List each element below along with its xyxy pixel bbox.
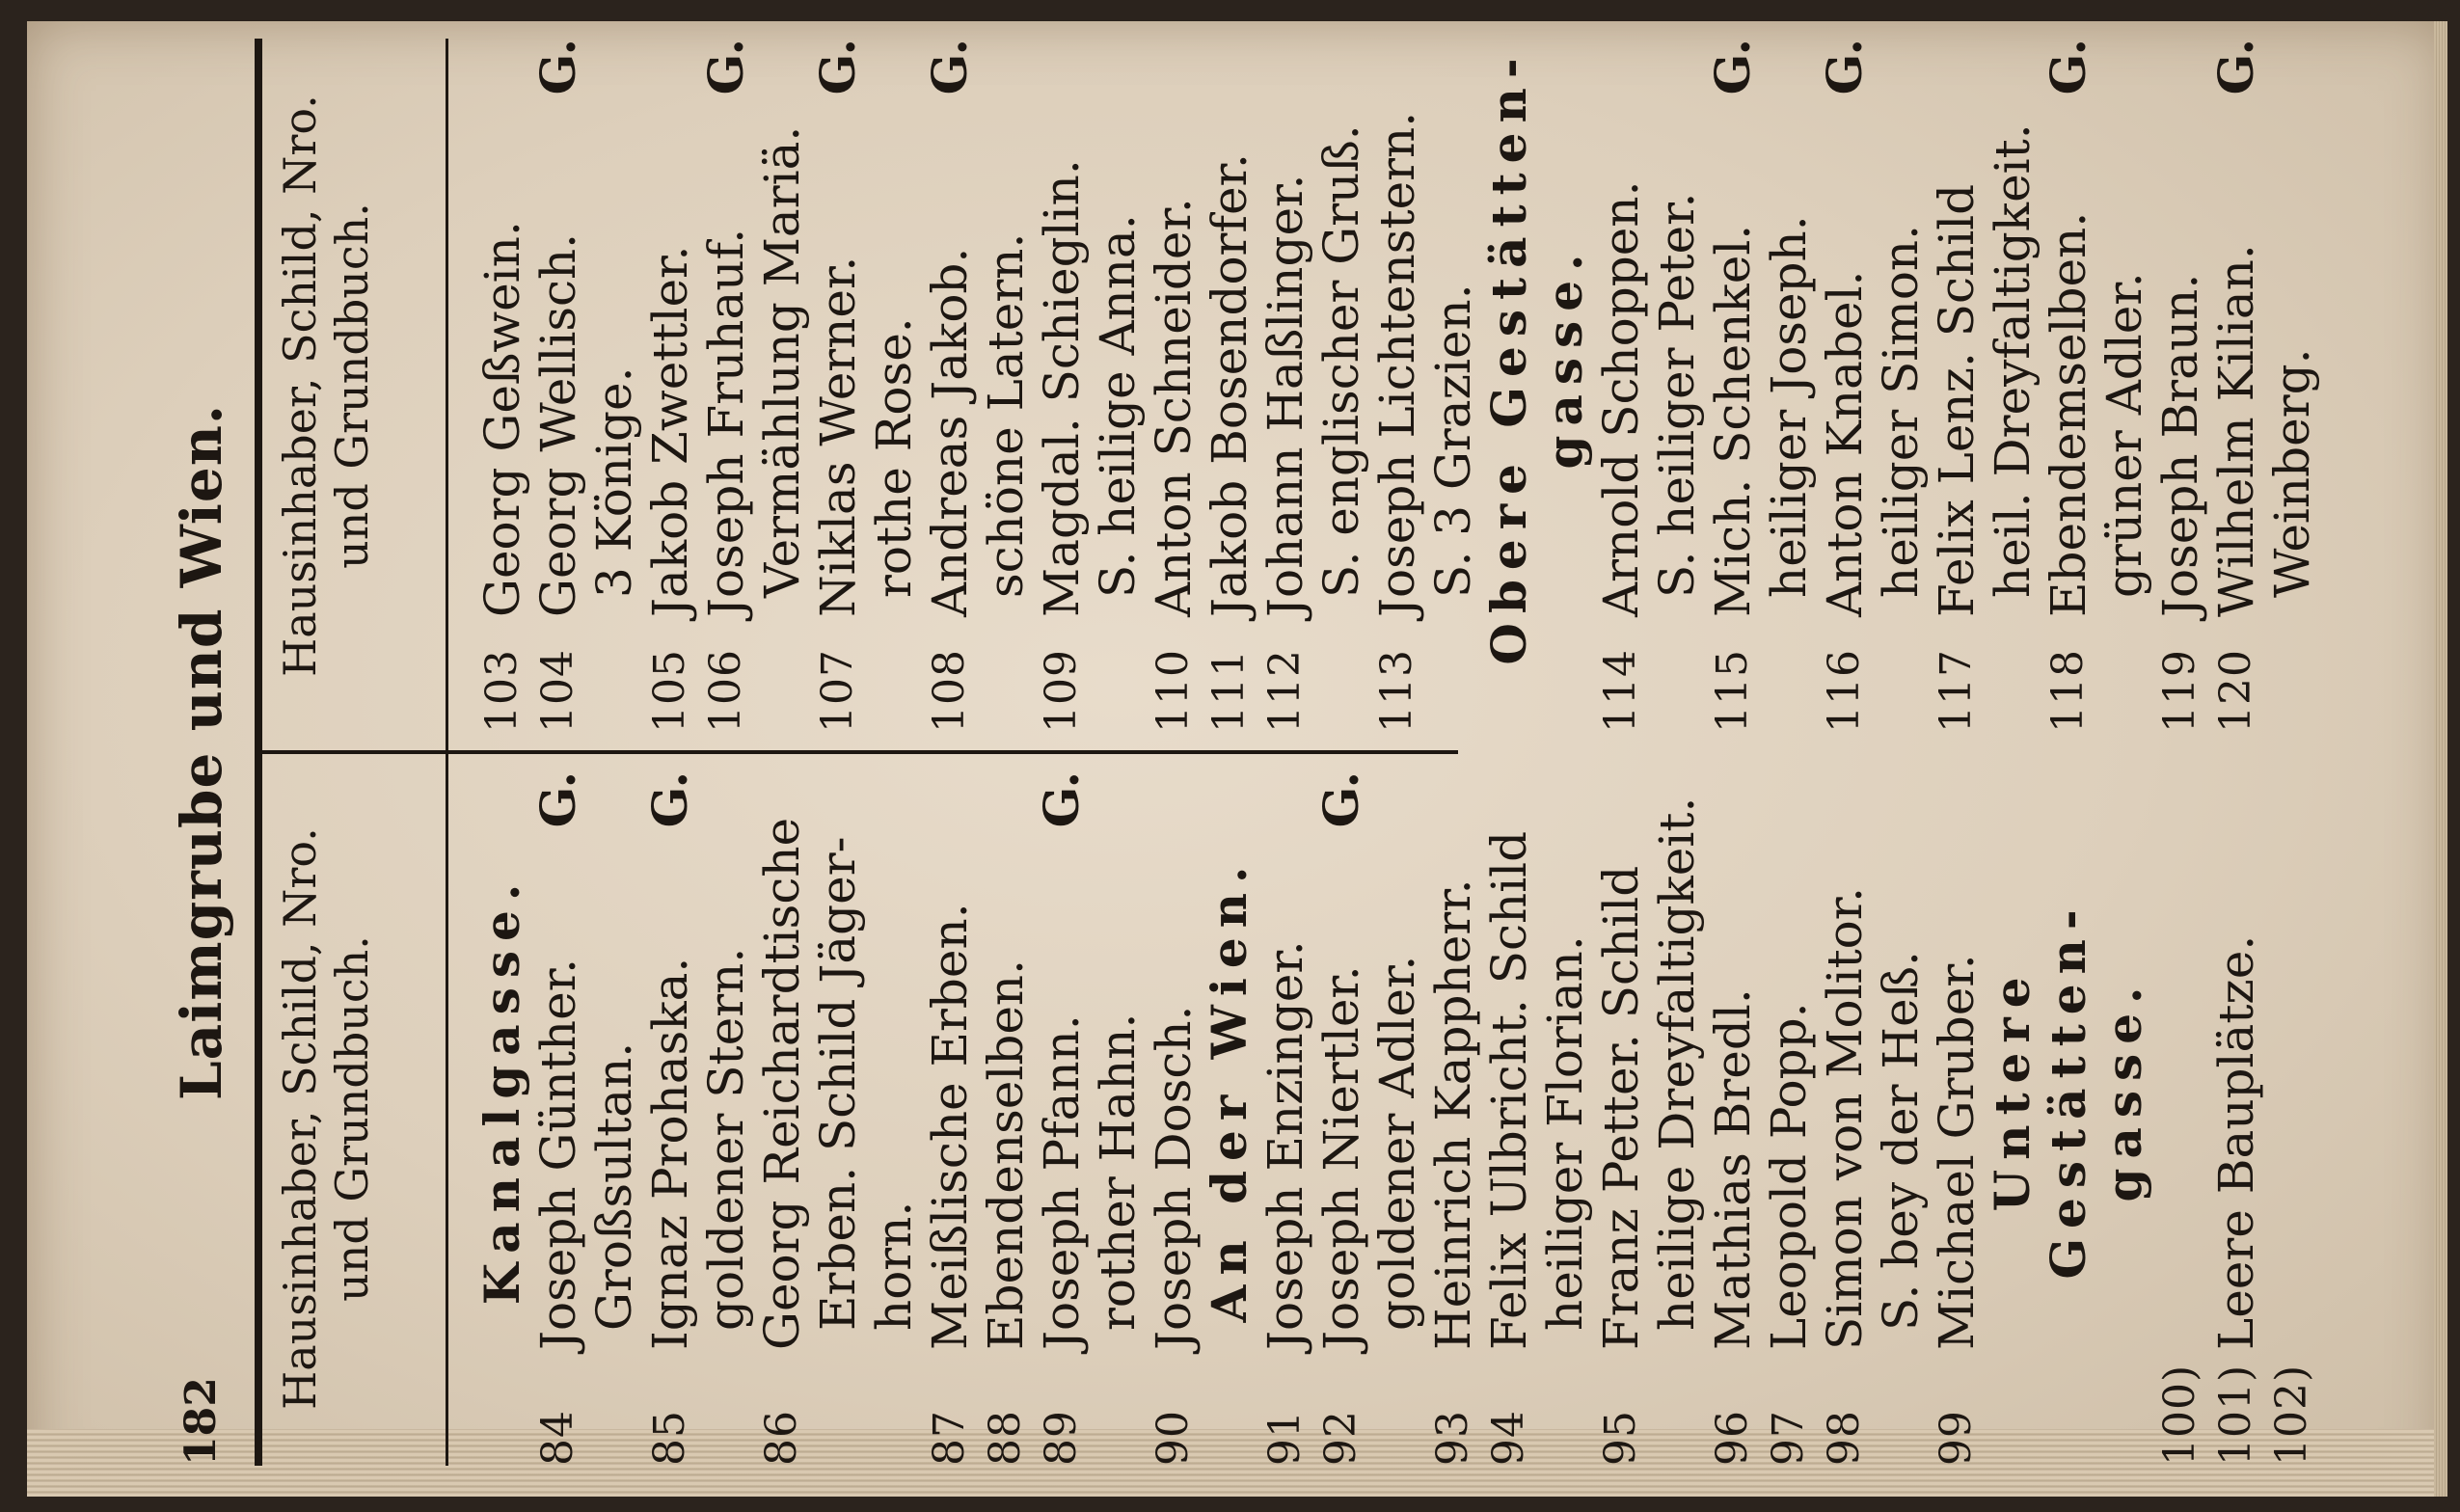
house-number: 103 bbox=[477, 649, 527, 733]
owner-name: Joseph Enzinger. bbox=[1257, 940, 1313, 1350]
owner-name: Joseph Lichtenstern. bbox=[1369, 111, 1425, 617]
sign-name: rother Hahn. bbox=[1090, 1012, 1146, 1331]
page-number: 182 bbox=[176, 1377, 226, 1466]
house-entry bbox=[2041, 39, 2152, 733]
house-number: 89 bbox=[1037, 1410, 1086, 1466]
sign-name: goldener Stern. bbox=[698, 947, 754, 1331]
grundbuch-tag: G. bbox=[641, 771, 698, 828]
house-number: 100) bbox=[2155, 1364, 2204, 1466]
house-entry bbox=[2208, 39, 2320, 733]
house-number: 93 bbox=[1428, 1410, 1477, 1466]
house-number: 107 bbox=[813, 649, 862, 733]
house-number: 108 bbox=[925, 649, 974, 733]
house-owner-text bbox=[1705, 771, 1761, 1350]
running-head bbox=[169, 39, 241, 1466]
house-entry bbox=[2208, 771, 2264, 1466]
house-owner-text bbox=[1593, 39, 1705, 617]
house-owner-text bbox=[1257, 771, 1313, 1350]
house-entry bbox=[978, 771, 1034, 1466]
house-entry bbox=[1705, 39, 1817, 733]
sign-name: Erben. Schild Jäger- bbox=[810, 836, 866, 1331]
owner-name: Ignaz Prohaska. G. bbox=[641, 771, 698, 1350]
owner-name: Joseph Dosch. bbox=[1146, 1005, 1202, 1350]
house-owner-text bbox=[2152, 771, 2208, 1350]
sign-name: heilige Dreyfaltigkeit. bbox=[1649, 796, 1705, 1331]
owner-name: Georg Reichardtische bbox=[754, 817, 810, 1350]
house-number: 95 bbox=[1596, 1410, 1645, 1466]
house-entry bbox=[698, 39, 810, 733]
owner-name: Heinrich Kappherr. bbox=[1425, 878, 1481, 1350]
house-number: 98 bbox=[1820, 1410, 1869, 1466]
house-number: 116 bbox=[1820, 649, 1869, 733]
house-owner-text bbox=[922, 39, 1034, 617]
sign-name: 3 Könige. bbox=[586, 366, 642, 598]
house-owner-text bbox=[1705, 39, 1817, 617]
owner-name: Joseph Niertler. G. bbox=[1312, 771, 1369, 1350]
column-header-line: Hausinhaber, Schild, Nro. bbox=[274, 827, 326, 1410]
house-number: 91 bbox=[1260, 1410, 1310, 1466]
house-owner-text bbox=[810, 39, 922, 617]
house-entry bbox=[1817, 39, 1929, 733]
house-owner-text bbox=[1313, 771, 1425, 1350]
sign-name: heiliger Florian. bbox=[1537, 935, 1593, 1331]
house-number: 106 bbox=[701, 649, 750, 733]
owner-name: Jakob Bosendorfer. bbox=[1202, 153, 1257, 617]
house-entry bbox=[1146, 771, 1202, 1466]
street-heading bbox=[1481, 39, 1593, 733]
house-owner-text bbox=[1146, 771, 1202, 1350]
house-owner-text bbox=[1761, 771, 1817, 1350]
house-owner-text bbox=[1034, 771, 1146, 1350]
house-owner-text bbox=[530, 39, 642, 617]
house-owner-text bbox=[698, 39, 810, 617]
column-header-line: und Grundbuch. bbox=[326, 935, 378, 1302]
house-owner-text bbox=[922, 771, 978, 1350]
house-number: 96 bbox=[1708, 1410, 1757, 1466]
house-number: 115 bbox=[1708, 649, 1757, 733]
house-entry bbox=[1593, 39, 1705, 733]
sign-name: horn. bbox=[866, 1201, 922, 1331]
house-owner-text bbox=[1817, 771, 1929, 1350]
left-column-rows bbox=[457, 771, 2320, 1466]
owner-name: Simon von Molitor. bbox=[1817, 886, 1873, 1350]
house-entry bbox=[1034, 771, 1146, 1466]
house-number: 120 bbox=[2211, 649, 2260, 733]
house-owner-text bbox=[1817, 39, 1929, 617]
printed-page bbox=[169, 39, 2320, 1466]
house-number: 84 bbox=[533, 1410, 582, 1466]
house-owner-text bbox=[1034, 39, 1146, 617]
house-number: 85 bbox=[645, 1410, 694, 1466]
house-entry bbox=[1593, 771, 1705, 1466]
sign-name: rothe Rose. bbox=[866, 317, 922, 598]
owner-name: Felix Ulbricht. Schild bbox=[1481, 830, 1537, 1350]
house-number: 105 bbox=[645, 649, 694, 733]
house-entry bbox=[922, 39, 1034, 733]
house-entry bbox=[642, 39, 698, 733]
street-heading bbox=[1202, 771, 1257, 1466]
house-owner-text bbox=[1369, 39, 1481, 617]
owner-name: Georg Geßwein. bbox=[474, 221, 530, 617]
owner-name: Ebendemselben. G. bbox=[2040, 39, 2096, 617]
grundbuch-tag: G. bbox=[1033, 771, 1090, 828]
house-owner-text bbox=[2208, 39, 2320, 617]
house-number: 117 bbox=[1932, 649, 1981, 733]
owner-name: Anton Knabel. G. bbox=[1816, 39, 1873, 617]
house-entry bbox=[1705, 771, 1761, 1466]
sign-name: heiliger Simon. bbox=[1873, 224, 1929, 598]
house-entry bbox=[1929, 39, 2041, 733]
owner-name: Joseph Braun. bbox=[2152, 273, 2208, 617]
sign-name: S. bey der Heß. bbox=[1873, 951, 1929, 1331]
owner-name: Wilhelm Kilian. G. bbox=[2207, 39, 2264, 617]
house-entry bbox=[1257, 39, 1369, 733]
street-heading bbox=[1985, 771, 2152, 1466]
house-number: 92 bbox=[1316, 1410, 1365, 1466]
house-entry bbox=[922, 771, 978, 1466]
column-divider bbox=[255, 750, 1458, 754]
house-entry bbox=[2264, 771, 2320, 1466]
page-title: Laimgrube und Wien. bbox=[169, 403, 234, 1101]
house-number: 110 bbox=[1149, 649, 1198, 733]
house-owner-text bbox=[2208, 771, 2264, 1350]
grundbuch-tag: G. bbox=[697, 39, 754, 95]
street-heading-line: gasse. bbox=[1536, 244, 1593, 470]
sign-name: grüner Adler. bbox=[2096, 272, 2152, 598]
house-owner-text bbox=[1929, 771, 1985, 1350]
house-owner-text bbox=[754, 771, 922, 1350]
owner-name: Leere Bauplätze. bbox=[2208, 934, 2264, 1350]
house-entry bbox=[1425, 771, 1481, 1466]
owner-name bbox=[2152, 771, 2208, 1350]
sign-name: schöne Latern. bbox=[978, 232, 1034, 598]
house-entry bbox=[754, 771, 922, 1466]
street-heading-line: An der Wien. bbox=[1201, 856, 1257, 1323]
right-column-header bbox=[262, 39, 457, 733]
house-entry bbox=[530, 771, 642, 1466]
owner-name: Felix Lenz. Schild bbox=[1929, 183, 1985, 617]
owner-name: Mich. Schenkel. G. bbox=[1704, 39, 1761, 617]
house-number: 97 bbox=[1764, 1410, 1813, 1466]
owner-name: Magdal. Schieglin. bbox=[1034, 159, 1090, 617]
house-owner-text bbox=[474, 39, 530, 617]
owner-name: Jakob Zwettler. bbox=[642, 245, 698, 617]
house-owner-text bbox=[1593, 771, 1705, 1350]
grundbuch-tag: G. bbox=[921, 39, 978, 95]
owner-name: Michael Gruber. bbox=[1929, 954, 1985, 1350]
house-owner-text bbox=[1146, 39, 1202, 617]
house-number: 94 bbox=[1484, 1410, 1533, 1466]
house-entry bbox=[1369, 39, 1481, 733]
house-number: 87 bbox=[925, 1410, 974, 1466]
sign-name: goldener Adler. bbox=[1369, 955, 1425, 1331]
house-owner-text bbox=[2041, 39, 2152, 617]
owner-name: Johann Haßlinger. bbox=[1257, 174, 1313, 617]
house-entry bbox=[2152, 39, 2208, 733]
grundbuch-tag: G. bbox=[809, 39, 866, 95]
house-entry bbox=[1761, 771, 1817, 1466]
house-owner-text bbox=[642, 771, 754, 1350]
street-heading-line: Untere Gestätten- bbox=[1984, 900, 2096, 1280]
sign-name: heil. Dreyfaltigkeit. bbox=[1985, 123, 2041, 598]
grundbuch-tag: G. bbox=[2040, 39, 2096, 95]
house-number: 113 bbox=[1372, 649, 1421, 733]
house-entry bbox=[1313, 771, 1425, 1466]
house-owner-text bbox=[2152, 39, 2208, 617]
house-number: 114 bbox=[1596, 649, 1645, 733]
sign-name: S. heilige Anna. bbox=[1090, 214, 1146, 598]
house-owner-text bbox=[1929, 39, 2041, 617]
house-entry bbox=[1481, 771, 1593, 1466]
house-number: 112 bbox=[1260, 649, 1310, 733]
house-entry bbox=[1257, 771, 1313, 1466]
house-entry bbox=[642, 771, 754, 1466]
house-owner-text bbox=[2264, 771, 2320, 1350]
house-number: 104 bbox=[533, 649, 582, 733]
owner-name: Joseph Fruhauf. G. bbox=[697, 39, 754, 617]
house-number: 101) bbox=[2211, 1364, 2260, 1466]
owner-name: Joseph Günther. G. bbox=[529, 771, 586, 1350]
house-number: 86 bbox=[757, 1410, 806, 1466]
left-column-header bbox=[262, 771, 457, 1466]
sign-name: Vermählung Mariä. bbox=[754, 125, 810, 598]
house-number: 109 bbox=[1037, 649, 1086, 733]
owner-name: Meißlische Erben. bbox=[922, 903, 978, 1350]
street-heading-line: Kanalgasse. bbox=[473, 874, 530, 1306]
sign-name: S. heiliger Peter. bbox=[1649, 192, 1705, 598]
house-entry bbox=[530, 39, 642, 733]
grundbuch-tag: G. bbox=[529, 771, 586, 828]
sign-name: S. englischer Gruß. bbox=[1313, 124, 1369, 598]
grundbuch-tag: G. bbox=[2207, 39, 2264, 95]
owner-name bbox=[2264, 771, 2320, 1350]
owner-name: Andreas Jakob. G. bbox=[921, 39, 978, 617]
house-entry bbox=[1034, 39, 1146, 733]
sign-name: Weinberg. bbox=[2264, 348, 2320, 598]
grundbuch-tag: G. bbox=[529, 39, 586, 95]
street-heading-line: Obere Gestätten- bbox=[1480, 48, 1537, 665]
house-owner-text bbox=[1202, 39, 1257, 617]
grundbuch-tag: G. bbox=[1312, 771, 1369, 828]
house-number: 102) bbox=[2267, 1364, 2316, 1466]
house-number: 90 bbox=[1149, 1410, 1198, 1466]
right-column bbox=[262, 39, 2320, 733]
left-column bbox=[262, 771, 2320, 1466]
house-owner-text bbox=[1481, 771, 1593, 1350]
owner-name: Anton Schneider. bbox=[1146, 198, 1202, 617]
house-owner-text bbox=[1425, 771, 1481, 1350]
street-heading-line: gasse. bbox=[2095, 977, 2152, 1202]
house-owner-text bbox=[978, 771, 1034, 1350]
house-owner-text bbox=[1257, 39, 1369, 617]
house-number: 119 bbox=[2155, 649, 2204, 733]
house-number: 111 bbox=[1204, 649, 1254, 733]
house-entry bbox=[1202, 39, 1257, 733]
page-fore-edge bbox=[2434, 21, 2447, 1497]
sign-name: heiliger Joseph. bbox=[1761, 215, 1817, 598]
grundbuch-tag: G. bbox=[1816, 39, 1873, 95]
house-number: 118 bbox=[2043, 649, 2093, 733]
column-header-line: und Grundbuch. bbox=[326, 202, 378, 569]
house-entry bbox=[474, 39, 530, 733]
house-entry bbox=[1929, 771, 1985, 1466]
house-entry bbox=[1817, 771, 1929, 1466]
owner-name: Franz Petter. Schild bbox=[1593, 865, 1649, 1350]
house-entry bbox=[810, 39, 922, 733]
house-entry bbox=[1146, 39, 1202, 733]
owner-name: Mathias Bredl. bbox=[1705, 988, 1761, 1350]
street-heading bbox=[474, 771, 530, 1466]
sign-name: Großsultan. bbox=[586, 1041, 642, 1331]
sign-name: S. 3 Grazien. bbox=[1425, 284, 1481, 598]
owner-name: Arnold Schoppen. bbox=[1593, 180, 1649, 617]
owner-name: Ebendenselben. bbox=[978, 958, 1034, 1350]
house-number: 88 bbox=[981, 1410, 1030, 1466]
owner-name: Leopold Popp. bbox=[1761, 1002, 1817, 1350]
owner-name: Georg Wellisch. G. bbox=[529, 39, 586, 617]
grundbuch-tag: G. bbox=[1704, 39, 1761, 95]
house-owner-text bbox=[530, 771, 642, 1350]
house-number: 99 bbox=[1932, 1410, 1981, 1466]
owner-name: Niklas Werner. G. bbox=[809, 39, 866, 617]
column-header-line: Hausinhaber, Schild, Nro. bbox=[274, 94, 326, 677]
right-column-rows bbox=[457, 39, 2320, 733]
house-entry bbox=[2152, 771, 2208, 1466]
house-owner-text bbox=[642, 39, 698, 617]
owner-name: Joseph Pfann. G. bbox=[1033, 771, 1090, 1350]
